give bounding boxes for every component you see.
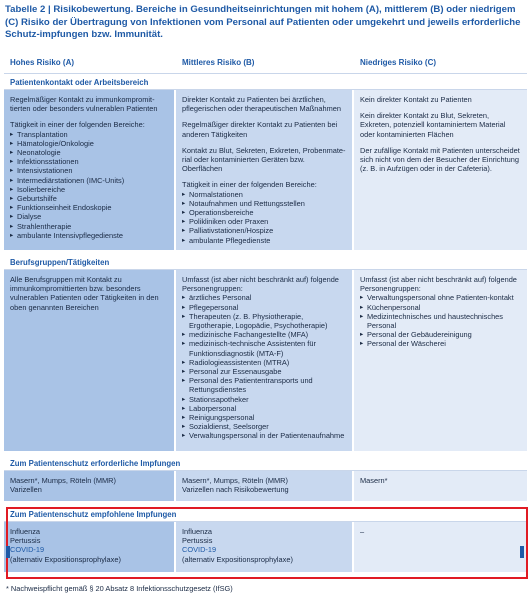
text: (alternativ Expositionsprophylaxe) — [10, 554, 121, 564]
list-item: ▸ Strahlentherapie — [10, 222, 169, 231]
text: Direkter Kontakt zu Patienten bei ärztlichen, pflegerischen oder therapeutischen Maßnahmen — [182, 95, 341, 114]
cell-required-a — [4, 471, 176, 501]
list-item: ▸ Radiologieassistenten (MTRA) — [182, 358, 347, 367]
list-groups-c — [360, 293, 522, 348]
row-contact — [4, 90, 527, 250]
list-item: ▸ Laborpersonal — [182, 404, 347, 413]
text: Varizellen — [10, 485, 42, 495]
header-low-risk: Niedriges Risiko (C) — [360, 58, 437, 67]
list-item: ▸ Funktionseinheit Endoskopie — [10, 203, 169, 212]
highlight-box — [6, 507, 528, 579]
row-required — [4, 471, 527, 501]
text: Umfasst (ist aber nicht beschränkt auf) folgende Personengruppen: — [360, 275, 517, 294]
list-item: ▸ Personal der Wäscherei — [360, 339, 522, 348]
text: (alternativ Expositionsprophylaxe) — [182, 554, 293, 564]
cell-required-b — [176, 471, 354, 501]
text: Tätigkeit in einer der folgenden Bereiche: — [182, 180, 317, 190]
list-item: ▸ Intermediärstationen (IMC-Units) — [10, 176, 169, 185]
list-item: ▸ Personal des Patiententransports und Rettungsdienstes — [182, 376, 347, 394]
list-item: ▸ Polikliniken oder Praxen — [182, 217, 347, 226]
text: Der zufällige Kontakt mit Patienten unterscheidet sich nicht von dem der Besucher der Einrichtung (z. B. in Aufzügen oder in der Cafeteria). — [360, 145, 520, 174]
list-item: ▸ Intensivstationen — [10, 166, 169, 175]
list-item: ▸ Verwaltungspersonal in der Patientenaufnahme — [182, 431, 347, 440]
list-item: ▸ Normalstationen — [182, 190, 347, 199]
section-recommended: Zum Patientenschutz empfohlene Impfungen — [4, 506, 527, 522]
list-item: ▸ Geburtshilfe — [10, 194, 169, 203]
list-item: ▸ ärztliches Personal — [182, 293, 347, 302]
right-marker — [520, 546, 524, 558]
list-item: ▸ Stationsapotheker — [182, 395, 347, 404]
list-item: ▸ ambulante Pflegedienste — [182, 236, 347, 245]
table-header — [4, 52, 527, 74]
cell-groups-c — [354, 270, 527, 451]
section-contact: Patientenkontakt oder Arbeitsbereich — [4, 74, 527, 90]
text: Influenza — [10, 527, 40, 536]
header-high-risk: Hohes Risiko (A) — [10, 58, 75, 67]
list-item: ▸ ambulante Intensivpflegedienste — [10, 231, 169, 240]
list-contact-a — [10, 130, 169, 240]
list-item: ▸ Notaufnahmen und Rettungsstellen — [182, 199, 347, 208]
list-item: ▸ medizinische Fachangestellte (MFA) — [182, 330, 347, 339]
cell-contact-b — [176, 90, 354, 250]
list-item: ▸ medizinisch-technische Assistenten für Funktionsdiagnostik (MTA-F) — [182, 339, 347, 357]
list-item: ▸ Personal zur Essenausgabe — [182, 367, 347, 376]
cell-contact-c — [354, 90, 527, 250]
text: Tätigkeit in einer der folgenden Bereiche: — [10, 120, 145, 130]
cell-contact-a — [4, 90, 176, 250]
text: Pertussis — [182, 536, 213, 546]
cell-required-c — [354, 471, 527, 501]
list-item: ▸ Pflegepersonal — [182, 303, 347, 312]
list-contact-b — [182, 190, 347, 245]
list-item: ▸ Transplantation — [10, 130, 169, 139]
row-groups — [4, 270, 527, 451]
list-item: ▸ Verwaltungspersonal ohne Patienten-kontakt — [360, 293, 522, 302]
list-item: ▸ Therapeuten (z. B. Physiotherapie, Ergotherapie, Logopädie, Psychotherapie) — [182, 312, 347, 330]
text: Kontakt zu Blut, Sekreten, Exkreten, Probenmate-rial oder kontaminierten Geräten bzw. Oberflächen — [182, 145, 346, 174]
text: Kein direkter Kontakt zu Patienten — [360, 95, 472, 104]
list-item: ▸ Sozialdienst, Seelsorger — [182, 422, 347, 431]
text: Masern*, Mumps, Röteln (MMR) — [182, 476, 288, 485]
list-item: ▸ Neonatologie — [10, 148, 169, 157]
list-item: ▸ Küchenpersonal — [360, 303, 522, 312]
text: Varizellen nach Risikobewertung — [182, 485, 289, 495]
text: COVID-19 — [182, 545, 217, 555]
text: Regelmäßiger direkter Kontakt zu Patienten bei anderen Tätigkeiten — [182, 120, 338, 139]
cell-groups-a — [4, 270, 176, 451]
list-groups-b — [182, 293, 347, 440]
cell-groups-b — [176, 270, 354, 451]
list-item: ▸ Isolierbereiche — [10, 185, 169, 194]
section-groups: Berufsgruppen/Tätigkeiten — [4, 254, 527, 270]
text: Kein direkter Kontakt zu Blut, Sekreten, Exkreten, potenziell kontaminiertem Material oder kontaminierten Flächen — [360, 111, 506, 139]
risk-table — [4, 52, 527, 572]
text: COVID-19 — [10, 545, 45, 555]
table-caption: Tabelle 2 | Risikobewertung. Bereiche in Gesundheitseinrichtungen mit hohem (A), mittlerem (B) oder niedrigem (C) Risiko der Übertragung von Infektionen vom Personal auf Patienten oder umgekehrt und jeweils erforderliche Schutz-impfungen bzw. Immunität. — [5, 4, 521, 40]
text: Regelmäßiger Kontakt zu immunkompromit-tierten oder besonders vulnerablen Patienten — [10, 95, 158, 114]
text: Pertussis — [10, 536, 41, 546]
text: Umfasst (ist aber nicht beschränkt auf) folgende Personengruppen: — [182, 275, 339, 294]
text: Influenza — [182, 527, 212, 536]
text: Masern* — [360, 476, 388, 485]
text: Alle Berufsgruppen mit Kontakt zu immunkompromittierten bzw. besonders vulnerablen Patienten oder Tätigkeiten in den oben genannten Bereichen — [10, 275, 159, 312]
footnote: * Nachweispflicht gemäß § 20 Absatz 8 Infektionsschutzgesetz (IfSG) — [6, 584, 233, 593]
list-item: ▸ Reinigungspersonal — [182, 413, 347, 422]
header-medium-risk: Mittleres Risiko (B) — [182, 58, 255, 67]
list-item: ▸ Dialyse — [10, 212, 169, 221]
list-item: ▸ Operationsbereiche — [182, 208, 347, 217]
list-item: ▸ Infektionsstationen — [10, 157, 169, 166]
section-required: Zum Patientenschutz erforderliche Impfungen — [4, 455, 527, 471]
list-item: ▸ Medizintechnisches und haustechnisches Personal — [360, 312, 522, 330]
text: Masern*, Mumps, Röteln (MMR) — [10, 476, 116, 485]
list-item: ▸ Hämatologie/Onkologie — [10, 139, 169, 148]
list-item: ▸ Personal der Gebäudereinigung — [360, 330, 522, 339]
text: – — [360, 527, 365, 536]
list-item: ▸ Palliativstationen/Hospize — [182, 226, 347, 235]
left-marker — [6, 546, 10, 558]
